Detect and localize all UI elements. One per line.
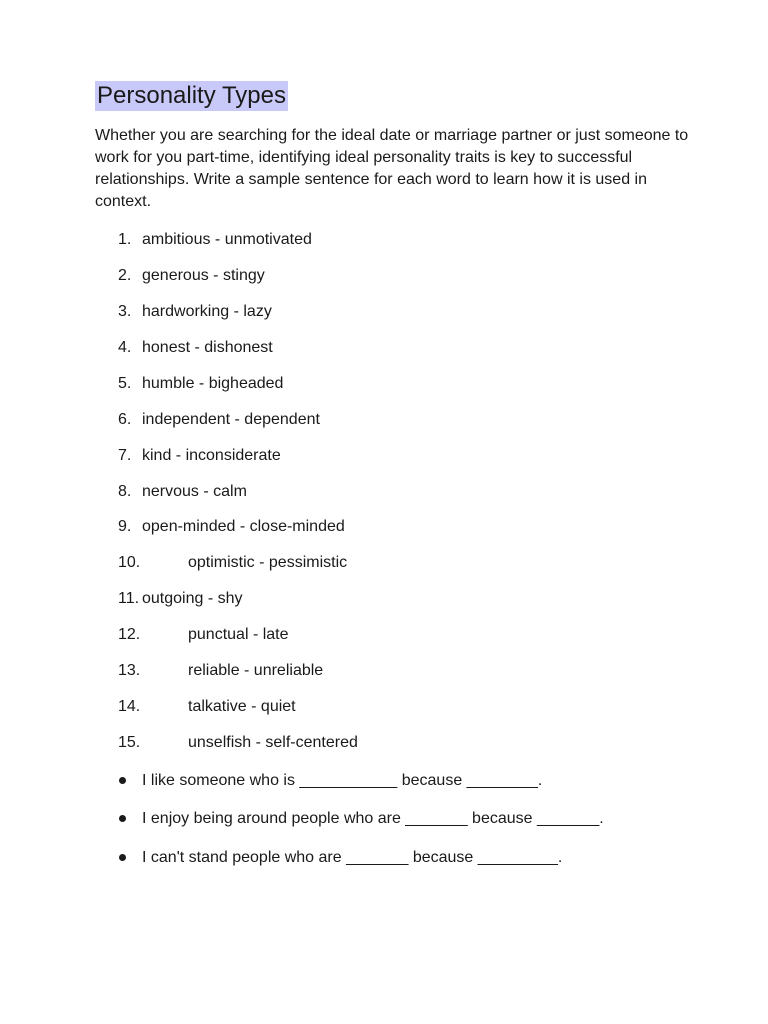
list-item-text: optimistic - pessimistic	[188, 554, 348, 571]
list-item-text: hardworking - lazy	[142, 303, 272, 320]
list-item-text: outgoing - shy	[142, 590, 243, 607]
bullet-icon	[119, 854, 126, 861]
list-item-text: punctual - late	[188, 626, 289, 643]
list-item-number: 2.	[118, 267, 132, 284]
list-item-number: 8.	[118, 483, 132, 500]
list-item-number: 10.	[118, 554, 141, 571]
list-item-number: 1.	[118, 231, 132, 248]
list-item-number: 15.	[118, 734, 141, 751]
list-item-text: generous - stingy	[142, 267, 265, 284]
list-item-number: 14.	[118, 698, 141, 715]
sentence-text: I enjoy being around people who are _______ because _______.	[142, 810, 604, 827]
list-item-number: 4.	[118, 339, 132, 356]
list-item-number: 12.	[118, 626, 141, 643]
list-item-text: ambitious - unmotivated	[142, 231, 312, 248]
sentence-text: I can't stand people who are _______ because _________.	[142, 849, 563, 866]
bullet-icon	[119, 777, 126, 784]
list-item-text: talkative - quiet	[188, 698, 296, 715]
list-item-text: open-minded - close-minded	[142, 518, 345, 535]
list-item-text: unselfish - self-centered	[188, 734, 358, 751]
intro-paragraph: Whether you are searching for the ideal date or marriage partner or just someone to work for you part-time, identifying ideal personality traits is key to successful relationships. Write a sample sentence for each word to learn how it is used in context.	[95, 127, 689, 210]
list-item-number: 7.	[118, 447, 132, 464]
bullet-icon	[119, 815, 126, 822]
page-title: Personality Types	[97, 82, 286, 109]
list-item-number: 11.	[118, 590, 140, 607]
list-item-text: humble - bigheaded	[142, 375, 284, 392]
list-item-text: independent - dependent	[142, 411, 320, 428]
list-item-number: 9.	[118, 518, 132, 535]
list-item-text: nervous - calm	[142, 483, 247, 500]
list-item-text: reliable - unreliable	[188, 662, 324, 679]
sentence-text: I like someone who is ___________ because ________.	[142, 772, 543, 789]
list-item-text: honest - dishonest	[142, 339, 273, 356]
list-item-number: 6.	[118, 411, 132, 428]
list-item-text: kind - inconsiderate	[142, 447, 281, 464]
list-item-number: 5.	[118, 375, 132, 392]
list-item-number: 3.	[118, 303, 132, 320]
list-item-number: 13.	[118, 662, 141, 679]
